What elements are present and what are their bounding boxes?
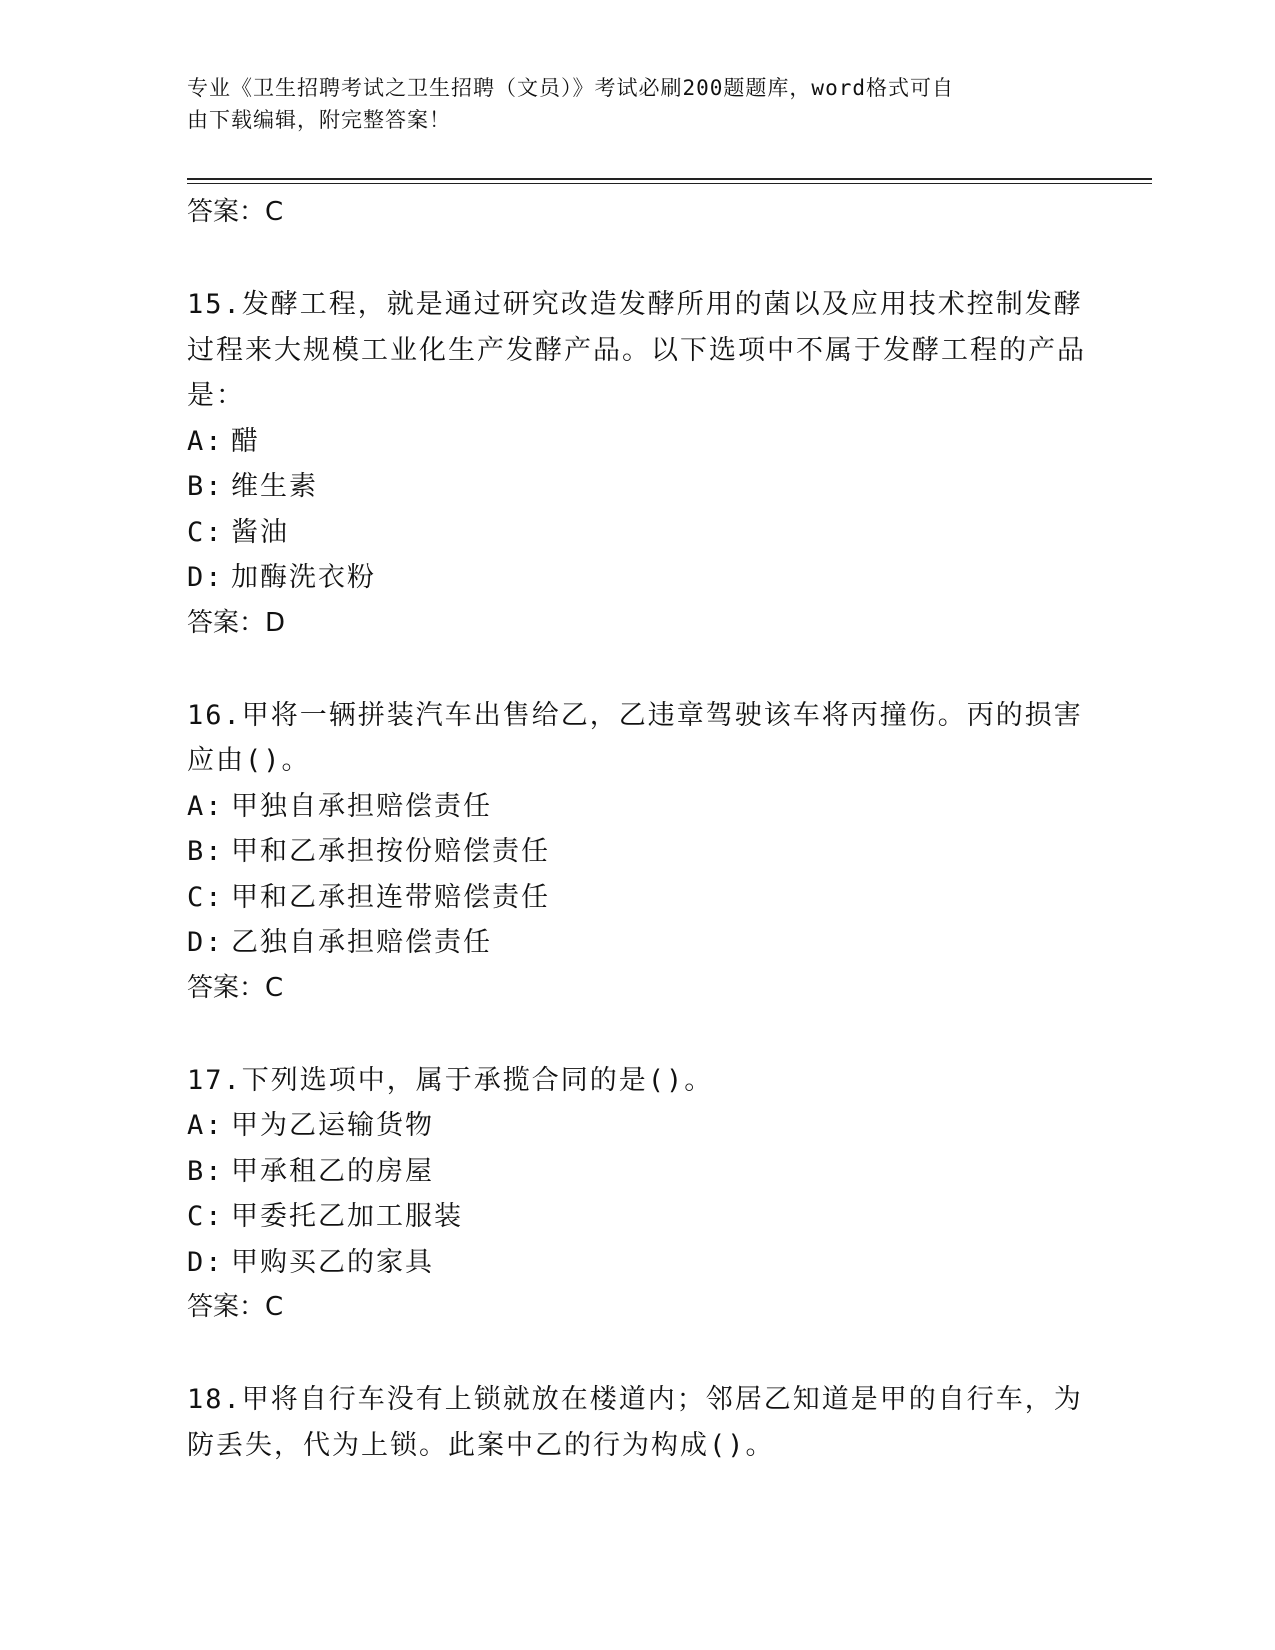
question-15 — [187, 282, 1087, 645]
question-list — [187, 190, 1087, 1468]
option-key: A: — [187, 790, 224, 822]
header-divider — [187, 178, 1152, 180]
option-key: B: — [187, 471, 224, 502]
option-key: B: — [187, 836, 224, 867]
question-stem: 17.下列选项中，属于承揽合同的是()。 — [187, 1064, 714, 1096]
option-key: B: — [187, 1155, 224, 1187]
option-key: C: — [187, 1201, 224, 1232]
option-text: 甲和乙承担按份赔偿责任 — [231, 836, 550, 867]
option-d — [187, 1240, 1087, 1286]
answer-label: 答案：D — [187, 607, 286, 638]
option-c — [187, 1194, 1087, 1240]
document-header — [187, 72, 1067, 136]
option-text: 甲承租乙的房屋 — [231, 1155, 434, 1187]
option-c — [187, 875, 1087, 921]
option-text: 甲独自承担赔偿责任 — [231, 790, 492, 822]
answer-label: 答案：C — [187, 972, 284, 1003]
question-stem: 15.发酵工程，就是通过研究改造发酵所用的菌以及应用技术控制发酵过程来大规模工业化生产发酵产品。以下选项中不属于发酵工程的产品是： — [187, 289, 1086, 411]
option-key: D: — [187, 1246, 224, 1278]
option-key: A: — [187, 425, 224, 457]
header-divider-thin — [187, 183, 1152, 184]
header-line-2: 由下载编辑，附完整答案！ — [187, 108, 451, 132]
option-key: C: — [187, 516, 224, 548]
option-a — [187, 784, 1087, 830]
option-text: 维生素 — [231, 471, 318, 502]
option-text: 甲购买乙的家具 — [231, 1246, 434, 1278]
option-text: 甲委托乙加工服装 — [231, 1201, 463, 1232]
answer-label: 答案：C — [187, 1292, 284, 1322]
question-stem: 18.甲将自行车没有上锁就放在楼道内；邻居乙知道是甲的自行车，为防丢失，代为上锁。此案中乙的行为构成()。 — [187, 1384, 1083, 1461]
option-text: 酱油 — [231, 516, 289, 548]
option-key: A: — [187, 1110, 224, 1141]
question-16 — [187, 693, 1087, 1010]
option-key: D: — [187, 562, 224, 593]
option-text: 醋 — [231, 425, 260, 457]
option-a — [187, 1103, 1087, 1149]
option-text: 甲和乙承担连带赔偿责任 — [231, 881, 550, 913]
option-a — [187, 419, 1087, 465]
option-d — [187, 555, 1087, 601]
option-b — [187, 1149, 1087, 1195]
option-c — [187, 510, 1087, 556]
option-b — [187, 829, 1087, 875]
header-line-1: 专业《卫生招聘考试之卫生招聘（文员）》考试必刷200题题库，word格式可自 — [187, 76, 954, 100]
question-18 — [187, 1377, 1087, 1468]
option-text: 甲为乙运输货物 — [231, 1110, 434, 1141]
option-key: D: — [187, 927, 224, 958]
question-stem: 16.甲将一辆拼装汽车出售给乙，乙违章驾驶该车将丙撞伤。丙的损害应由()。 — [187, 699, 1083, 776]
option-text: 加酶洗衣粉 — [231, 562, 376, 593]
question-17 — [187, 1058, 1087, 1330]
option-b — [187, 464, 1087, 510]
option-text: 乙独自承担赔偿责任 — [231, 927, 492, 958]
option-d — [187, 920, 1087, 966]
answer-label: 答案：C — [187, 197, 284, 227]
option-key: C: — [187, 881, 224, 913]
